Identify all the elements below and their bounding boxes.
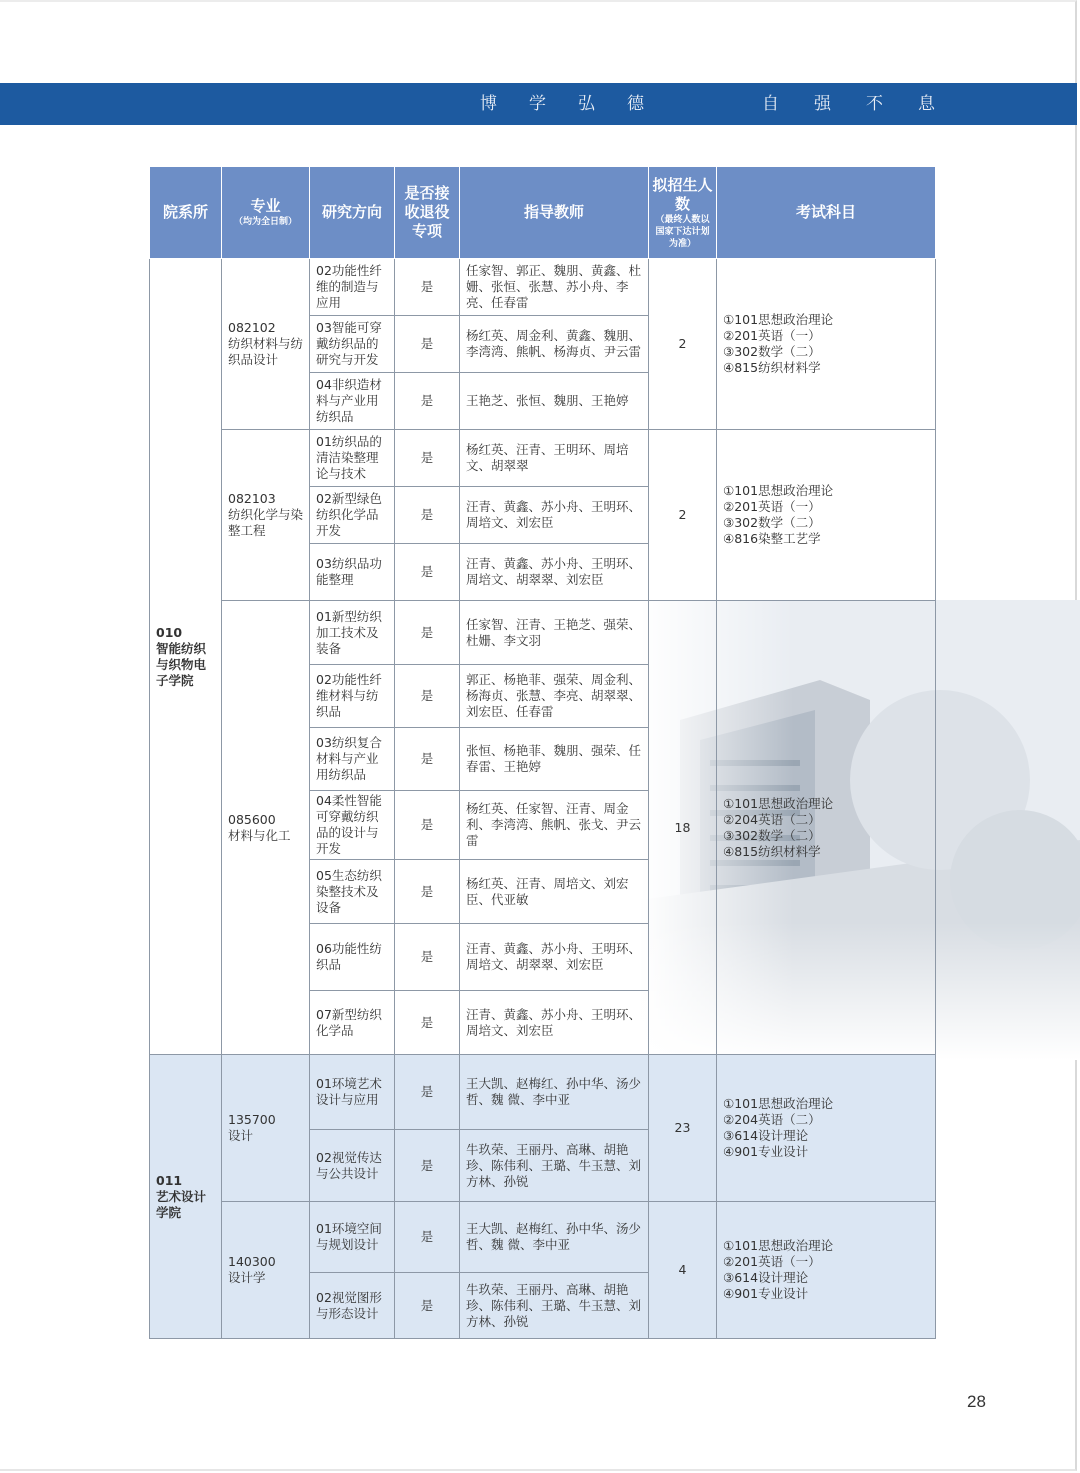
- motto-left: [480, 83, 676, 125]
- major-cell: [222, 601, 310, 1055]
- table-row: [150, 1202, 936, 1273]
- special-cell: 是: [395, 601, 460, 665]
- table-row: [150, 601, 936, 665]
- header-teachers: 指导教师: [460, 167, 649, 259]
- direction-cell: 01新型纺织加工技术及装备: [310, 601, 395, 665]
- direction-cell: 02视觉传达与公共设计: [310, 1130, 395, 1202]
- college-code: 010: [156, 624, 183, 640]
- exam-line: ④815纺织材料学: [723, 843, 821, 859]
- header-enrollment-label: 拟招生人数: [652, 175, 713, 213]
- special-cell: 是: [395, 487, 460, 544]
- exam-cell: [717, 601, 936, 1055]
- exam-line: ①101思想政治理论: [723, 795, 834, 811]
- special-cell: 是: [395, 259, 460, 316]
- enrollment-cell: 2: [649, 430, 717, 601]
- exam-line: ②204英语（二）: [723, 811, 821, 827]
- enrollment-cell: 18: [649, 601, 717, 1055]
- direction-cell: 05生态纺织染整技术及设备: [310, 860, 395, 924]
- motto-char: 自: [762, 94, 779, 114]
- major-code: 140300: [228, 1254, 276, 1269]
- exam-line: ④901专业设计: [723, 1144, 809, 1159]
- motto-char: 息: [918, 94, 935, 114]
- teachers-cell: 王艳芝、张恒、魏朋、王艳婷: [460, 373, 649, 430]
- exam-line: ③302数学（二）: [723, 827, 821, 843]
- header-college: 院系所: [150, 167, 222, 259]
- major-name: 设计学: [228, 1270, 266, 1285]
- page-number: 28: [967, 1392, 986, 1411]
- exam-line: ②201英语（一）: [723, 499, 821, 514]
- header-special: 是否接收退役专项: [395, 167, 460, 259]
- exam-cell: [717, 1202, 936, 1339]
- teachers-cell: 汪青、黄鑫、苏小舟、王明环、周培文、刘宏臣: [460, 487, 649, 544]
- special-cell: 是: [395, 430, 460, 487]
- table-row: [150, 1055, 936, 1130]
- header-enrollment-note: （最终人数以国家下达计划为准）: [655, 214, 710, 249]
- exam-line: ②201英语（一）: [723, 1254, 821, 1269]
- college-name: 艺术设计学院: [156, 1188, 207, 1220]
- major-cell: [222, 1202, 310, 1339]
- exam-cell: [717, 430, 936, 601]
- exam-line: ①101思想政治理论: [723, 312, 834, 327]
- teachers-cell: 汪青、黄鑫、苏小舟、王明环、周培文、刘宏臣: [460, 991, 649, 1055]
- motto-char: 强: [814, 94, 831, 114]
- teachers-cell: 杨红英、汪青、王明环、周培文、胡翠翠: [460, 430, 649, 487]
- enrollment-cell: 4: [649, 1202, 717, 1339]
- major-name: 材料与化工: [228, 827, 291, 843]
- direction-cell: 06功能性纺织品: [310, 924, 395, 991]
- major-name: 纺织化学与染整工程: [228, 507, 304, 538]
- college-name: 智能纺织与织物电子学院: [156, 640, 207, 688]
- teachers-cell: 王大凯、赵梅红、孙中华、汤少哲、魏 微、李中亚: [460, 1055, 649, 1130]
- direction-cell: 02新型绿色纺织化学品开发: [310, 487, 395, 544]
- teachers-cell: 牛玖荣、王丽丹、高琳、胡艳珍、陈伟利、王璐、牛玉慧、刘方林、孙锐: [460, 1273, 649, 1339]
- exam-line: ③614设计理论: [723, 1270, 809, 1285]
- enrollment-cell: 2: [649, 259, 717, 430]
- motto-char: 学: [529, 94, 546, 114]
- major-name: 纺织材料与纺织品设计: [228, 336, 304, 367]
- teachers-cell: 郭正、杨艳菲、强荣、周金利、杨海贞、张慧、李亮、胡翠翠、刘宏臣、任春雷: [460, 665, 649, 728]
- major-cell: [222, 1055, 310, 1202]
- special-cell: 是: [395, 1055, 460, 1130]
- teachers-cell: 任家智、汪青、王艳芝、强荣、杜姗、李文羽: [460, 601, 649, 665]
- header-direction: 研究方向: [310, 167, 395, 259]
- header-major-label: 专业: [250, 197, 281, 215]
- special-cell: 是: [395, 544, 460, 601]
- special-cell: 是: [395, 991, 460, 1055]
- teachers-cell: 王大凯、赵梅红、孙中华、汤少哲、魏 微、李中亚: [460, 1202, 649, 1273]
- exam-line: ③614设计理论: [723, 1128, 809, 1143]
- major-code: 082102: [228, 320, 276, 335]
- exam-line: ②201英语（一）: [723, 328, 821, 343]
- motto-char: 德: [627, 94, 644, 114]
- exam-line: ②204英语（二）: [723, 1112, 821, 1127]
- college-cell: [150, 1055, 222, 1339]
- direction-cell: 07新型纺织化学品: [310, 991, 395, 1055]
- teachers-cell: 任家智、郭正、魏朋、黄鑫、杜姗、张恒、张慧、苏小舟、李亮、任春雷: [460, 259, 649, 316]
- special-cell: 是: [395, 728, 460, 791]
- direction-cell: 01纺织品的清洁染整理论与技术: [310, 430, 395, 487]
- motto-char: 不: [866, 94, 883, 114]
- college-cell: [150, 259, 222, 1055]
- direction-cell: 01环境空间与规划设计: [310, 1202, 395, 1273]
- direction-cell: 04非织造材料与产业用纺织品: [310, 373, 395, 430]
- exam-line: ③302数学（二）: [723, 515, 821, 530]
- special-cell: 是: [395, 373, 460, 430]
- special-cell: 是: [395, 1202, 460, 1273]
- header-major-note: （均为全日制）: [233, 217, 297, 227]
- major-cell: [222, 430, 310, 601]
- exam-cell: [717, 259, 936, 430]
- teachers-cell: 张恒、杨艳菲、魏朋、强荣、任春雷、王艳婷: [460, 728, 649, 791]
- exam-line: ①101思想政治理论: [723, 1096, 834, 1111]
- direction-cell: 03纺织品功能整理: [310, 544, 395, 601]
- table-row: [150, 430, 936, 487]
- major-code: 135700: [228, 1112, 276, 1127]
- teachers-cell: 杨红英、任家智、汪青、周金利、李湾湾、熊帆、张戈、尹云雷: [460, 791, 649, 860]
- teachers-cell: 汪青、黄鑫、苏小舟、王明环、周培文、胡翠翠、刘宏臣: [460, 924, 649, 991]
- motto-right: [762, 83, 970, 125]
- direction-cell: 03纺织复合材料与产业用纺织品: [310, 728, 395, 791]
- motto-char: 博: [480, 94, 497, 114]
- table-row: [150, 259, 936, 316]
- direction-cell: 03智能可穿戴纺织品的研究与开发: [310, 316, 395, 373]
- header-enrollment: [649, 167, 717, 259]
- teachers-cell: 杨红英、汪青、周培文、刘宏臣、代亚敏: [460, 860, 649, 924]
- direction-cell: 01环境艺术设计与应用: [310, 1055, 395, 1130]
- table-header-row: [150, 167, 936, 259]
- motto-char: 弘: [578, 94, 595, 114]
- exam-line: ④901专业设计: [723, 1286, 809, 1301]
- special-cell: 是: [395, 665, 460, 728]
- special-cell: 是: [395, 791, 460, 860]
- special-cell: 是: [395, 1130, 460, 1202]
- header-exam: 考试科目: [717, 167, 936, 259]
- direction-cell: 02功能性纤维材料与纺织品: [310, 665, 395, 728]
- college-code: 011: [156, 1172, 183, 1188]
- direction-cell: 04柔性智能可穿戴纺织品的设计与开发: [310, 791, 395, 860]
- exam-cell: [717, 1055, 936, 1202]
- exam-line: ④816染整工艺学: [723, 531, 821, 546]
- teachers-cell: 牛玖荣、王丽丹、高琳、胡艳珍、陈伟利、王璐、牛玉慧、刘方林、孙锐: [460, 1130, 649, 1202]
- special-cell: 是: [395, 860, 460, 924]
- exam-line: ①101思想政治理论: [723, 483, 834, 498]
- header-banner: [0, 83, 1077, 125]
- admissions-table: [149, 166, 936, 1339]
- direction-cell: 02视觉图形与形态设计: [310, 1273, 395, 1339]
- exam-line: ④815纺织材料学: [723, 360, 821, 375]
- exam-line: ③302数学（二）: [723, 344, 821, 359]
- special-cell: 是: [395, 1273, 460, 1339]
- header-major: [222, 167, 310, 259]
- major-name: 设计: [228, 1128, 254, 1143]
- teachers-cell: 汪青、黄鑫、苏小舟、王明环、周培文、胡翠翠、刘宏臣: [460, 544, 649, 601]
- direction-cell: 02功能性纤维的制造与应用: [310, 259, 395, 316]
- special-cell: 是: [395, 924, 460, 991]
- major-cell: [222, 259, 310, 430]
- major-code: 085600: [228, 811, 276, 827]
- enrollment-cell: 23: [649, 1055, 717, 1202]
- exam-line: ①101思想政治理论: [723, 1238, 834, 1253]
- teachers-cell: 杨红英、周金利、黄鑫、魏朋、李湾湾、熊帆、杨海贞、尹云雷: [460, 316, 649, 373]
- major-code: 082103: [228, 491, 276, 506]
- special-cell: 是: [395, 316, 460, 373]
